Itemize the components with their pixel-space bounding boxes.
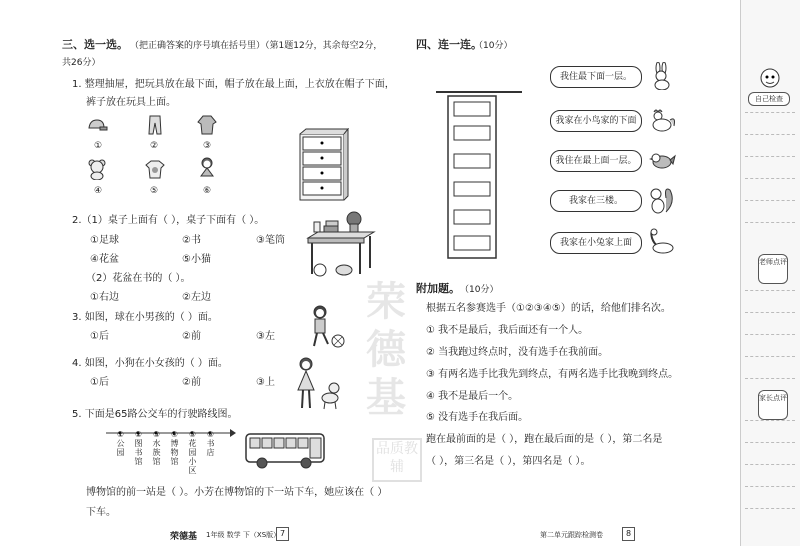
section3-instruction: （把正确答案的序号填在括号里）（第1题12分，其余每空2分，	[130, 41, 383, 51]
sidebar-line	[745, 112, 795, 113]
q1-text-2: 裤子放在玩具上面。	[86, 97, 176, 108]
footer-brand: 荣德基	[170, 532, 198, 542]
bubble-bird: 我住在最上面一层。	[550, 150, 642, 172]
q2-option-pen-holder: ③笔筒	[256, 235, 285, 246]
bonus-statement-4: ④ 我不是最后一个。	[426, 391, 519, 402]
bonus-statement-2: ② 当我跑过终点时，没有选手在我前面。	[426, 347, 609, 358]
bird-icon	[648, 146, 676, 174]
apartment-building-illustration	[434, 88, 526, 260]
sidebar-line	[745, 508, 795, 509]
sidebar-parent-review-label: 家长点评	[758, 390, 788, 420]
doll-icon	[196, 156, 218, 178]
watermark-char-2: 德	[366, 327, 406, 373]
section4-score: （10分）	[474, 41, 513, 51]
q5-line-1: 博物馆的前一站是（ ）。小芳在博物馆的下一站下车，她应该在（ ）	[86, 487, 388, 498]
desk-with-items-illustration	[304, 210, 376, 278]
rabbit-icon	[648, 62, 676, 90]
q3-option-left: ③左	[256, 331, 275, 342]
bonus-intro: 根据五名参赛选手（①②③④⑤）的话，给他们排名次。	[426, 303, 671, 314]
q2-line-2: （2）花盆在书的（ ）。	[86, 273, 191, 284]
jacket-icon	[196, 114, 218, 136]
sidebar-line	[745, 356, 795, 357]
sidebar-line	[745, 334, 795, 335]
bonus-title: 附加题。	[416, 282, 460, 295]
sidebar-self-check-label: 自己检查	[748, 92, 790, 106]
q1-option-1: ①	[94, 141, 103, 151]
q3-option-back: ①后	[90, 331, 109, 342]
q1-option-6: ⑥	[203, 186, 212, 196]
sidebar-line	[745, 290, 795, 291]
watermark-stamp: 品质教辅	[372, 438, 422, 482]
q2-option-football: ①足球	[90, 235, 119, 246]
drawer-cabinet-illustration	[298, 128, 350, 202]
route-stop-garden-community: ⑤花园小区	[188, 430, 197, 475]
footer-page-left: 7	[276, 527, 289, 541]
q1-text-1: 1. 整理抽屉，把玩具放在最下面，帽子放在最上面，上衣放在帽子下面，	[72, 79, 395, 90]
sidebar-teacher-review-label: 老师点评	[758, 254, 788, 284]
route-stop-park: ①公园	[116, 430, 125, 457]
rooster-icon	[648, 106, 676, 134]
bubble-squirrel: 我家在三楼。	[550, 190, 642, 212]
section3-title: 三、选一选。	[62, 38, 128, 51]
q4-option-above: ③上	[256, 377, 275, 388]
sidebar-line	[745, 156, 795, 157]
bonus-statement-3: ③ 有两名选手比我先到终点，有两名选手比我晚到终点。	[426, 369, 679, 380]
footer-page-right: 8	[622, 527, 635, 541]
q4-option-back: ①后	[90, 377, 109, 388]
bubble-swan: 我家在小兔家上面	[550, 232, 642, 254]
sidebar-line	[745, 442, 795, 443]
route-stop-bookstore: ⑥书店	[206, 430, 215, 457]
squirrel-icon	[646, 184, 676, 216]
section4-title: 四、连一连。	[416, 38, 482, 51]
q3-option-front: ②前	[182, 331, 201, 342]
q2-option-flowerpot: ④花盆	[90, 254, 119, 265]
route-stop-library: ②图书馆	[134, 430, 143, 466]
watermark-char-1: 荣	[366, 279, 406, 325]
boy-with-ball-illustration	[306, 304, 346, 350]
q3-text: 3. 如图，球在小男孩的（ ）面。	[72, 312, 218, 323]
shirt-icon	[144, 158, 166, 180]
section3-instruction-2: 共26分）	[62, 58, 101, 68]
q1-option-5: ⑤	[150, 186, 159, 196]
sidebar-line	[745, 420, 795, 421]
bubble-rabbit: 我住最下面一层。	[550, 66, 642, 88]
bonus-statement-1: ① 我不是最后，我后面还有一个人。	[426, 325, 589, 336]
watermark-char-3: 基	[366, 375, 406, 421]
q2-option-book: ②书	[182, 235, 201, 246]
q1-option-2: ②	[150, 141, 159, 151]
sidebar-line	[745, 178, 795, 179]
footer-book-info: 1年级 数学 下（XS版）	[206, 531, 281, 539]
girl-with-dog-illustration	[292, 356, 344, 412]
route-stop-museum: ④博物馆	[170, 430, 179, 466]
sidebar-line	[745, 378, 795, 379]
sidebar-line	[745, 134, 795, 135]
q2-option-left: ②左边	[182, 292, 211, 303]
cap-icon	[86, 114, 108, 136]
q2-line-1: 2.（1）桌子上面有（ ），桌子下面有（ ）。	[72, 215, 265, 226]
bonus-answer-2: （ ），第三名是（ ），第四名是（ ）。	[426, 456, 591, 467]
q4-option-front: ②前	[182, 377, 201, 388]
mascot-icon	[757, 66, 783, 90]
bubble-rooster: 我家在小鸟家的下面	[550, 110, 642, 132]
bonus-score: （10分）	[460, 285, 499, 295]
q2-option-right: ①右边	[90, 292, 119, 303]
sidebar-line	[745, 464, 795, 465]
bonus-answer-1: 跑在最前面的是（ ），跑在最后面的是（ ），第二名是	[426, 434, 663, 445]
sidebar-line	[745, 222, 795, 223]
q4-text: 4. 如图，小狗在小女孩的（ ）面。	[72, 358, 228, 369]
footer-unit-info: 第二单元跟踪检测卷	[540, 531, 603, 539]
q5-line-2: 下车。	[86, 507, 116, 518]
q1-option-3: ③	[203, 141, 212, 151]
q5-text: 5. 下面是65路公交车的行驶路线图。	[72, 409, 238, 420]
sidebar-line	[745, 200, 795, 201]
sidebar-line	[745, 312, 795, 313]
q1-option-4: ④	[94, 186, 103, 196]
bus-illustration	[244, 430, 328, 470]
q2-option-cat: ⑤小猫	[182, 254, 211, 265]
sidebar-line	[745, 486, 795, 487]
pants-icon	[144, 114, 166, 136]
bonus-statement-5: ⑤ 没有选手在我后面。	[426, 412, 529, 423]
route-stop-aquarium: ③水族馆	[152, 430, 161, 466]
teddy-bear-icon	[86, 158, 108, 180]
swan-icon	[646, 226, 676, 256]
